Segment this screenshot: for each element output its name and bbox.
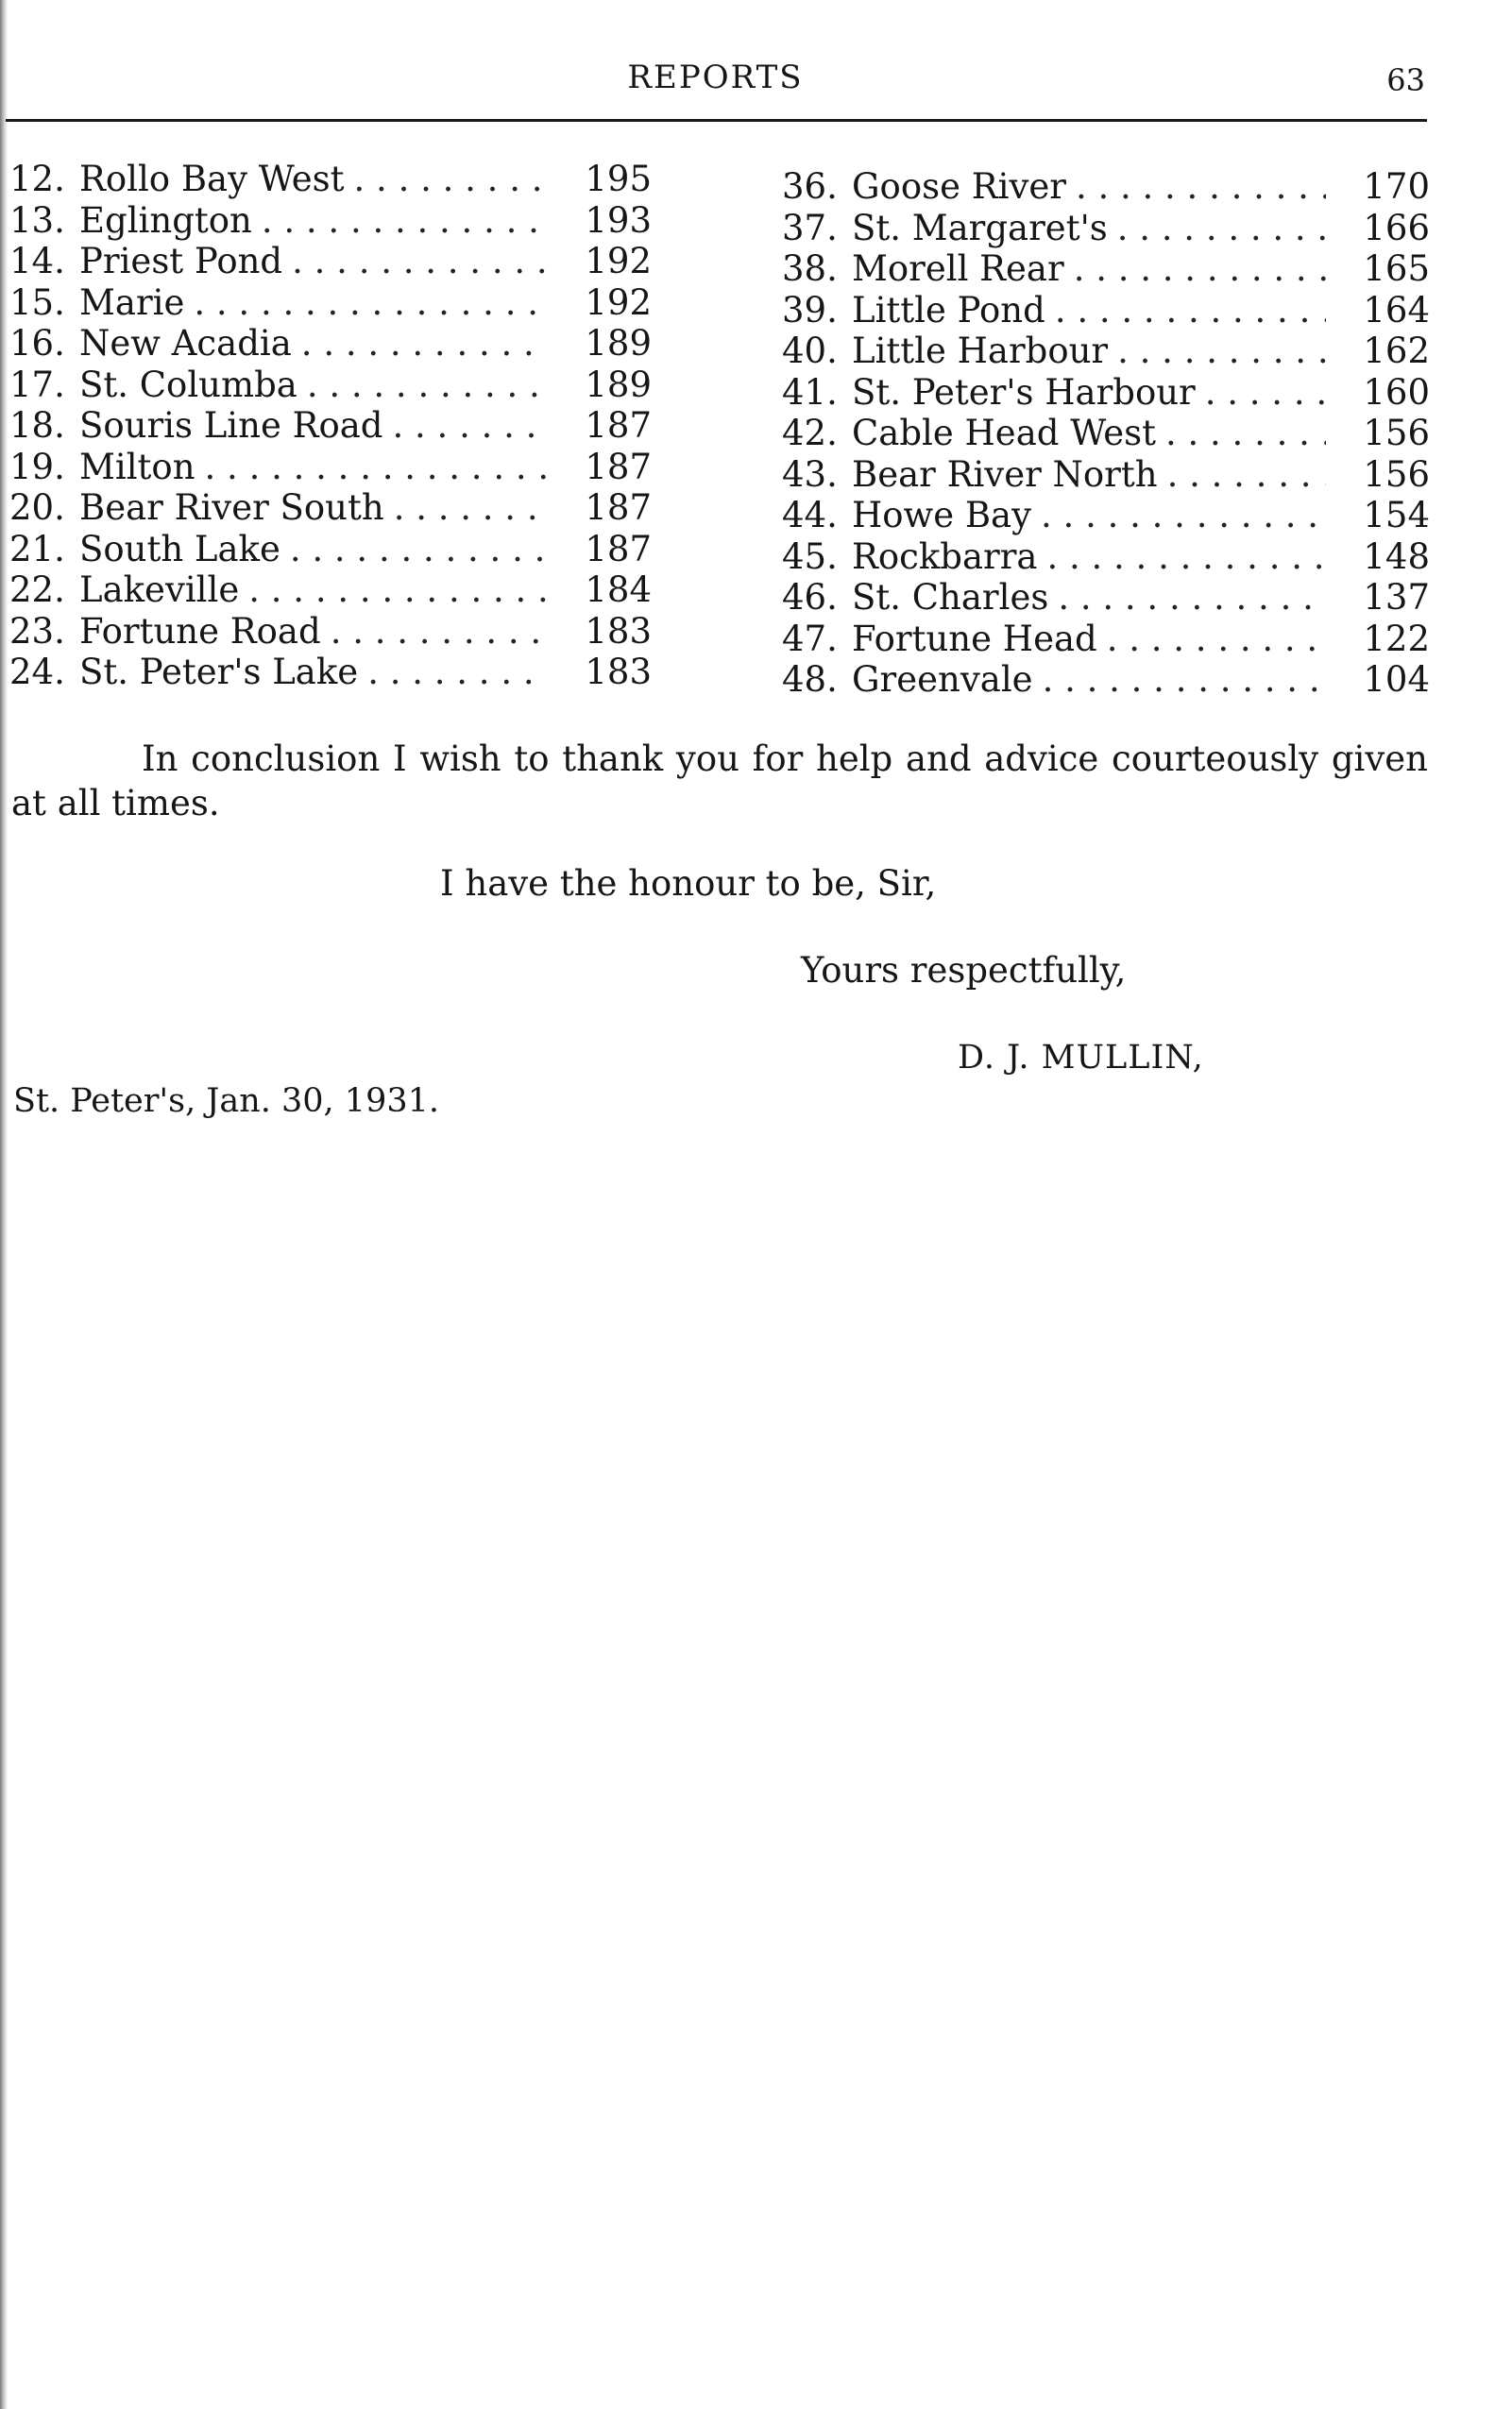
place-name: Rollo Bay West — [79, 159, 345, 199]
place-name: Little Pond — [852, 289, 1045, 331]
rank-number: 46. — [782, 577, 838, 618]
rank-number: 40. — [782, 331, 838, 371]
score-value: 162 — [1363, 331, 1430, 371]
score-value: 104 — [1363, 659, 1430, 700]
place-name: Fortune Road — [79, 610, 321, 652]
dot-leader — [393, 405, 549, 447]
dot-leader — [307, 365, 548, 406]
score-value: 192 — [585, 281, 652, 323]
table-row — [9, 652, 652, 693]
rank-number: 13. — [9, 199, 65, 241]
place-name: Bear River North — [852, 453, 1158, 495]
place-name: Milton — [79, 446, 195, 487]
place-name: Howe Bay — [852, 495, 1032, 535]
table-row — [9, 241, 652, 282]
place-name: Eglington — [79, 199, 252, 241]
standings-right-column — [782, 166, 1430, 701]
score-value: 170 — [1363, 166, 1430, 207]
dot-leader — [205, 447, 548, 488]
dot-leader — [1046, 536, 1326, 578]
score-value: 183 — [585, 610, 652, 652]
place-name: Morell Rear — [852, 248, 1064, 289]
dot-leader — [394, 487, 548, 529]
table-row — [782, 166, 1430, 208]
table-row — [782, 577, 1430, 619]
score-value: 189 — [585, 364, 652, 405]
score-value: 184 — [585, 569, 652, 610]
place-name: Goose River — [852, 166, 1066, 207]
conclusion-paragraph: In conclusion I wish to thank you for help and advice courteously given at all times. — [11, 738, 1428, 823]
table-row — [782, 454, 1430, 496]
dot-leader — [1165, 413, 1326, 454]
table-row — [9, 405, 652, 447]
rank-number: 44. — [782, 495, 838, 535]
standings-left-column — [9, 159, 652, 693]
rank-number: 41. — [782, 371, 838, 413]
table-row — [782, 619, 1430, 660]
place-name: Greenvale — [852, 659, 1033, 700]
dot-leader — [194, 282, 548, 324]
dot-leader — [331, 611, 548, 653]
signature-name: D. J. MULLIN, — [958, 1039, 1204, 1077]
dot-leader — [301, 323, 548, 365]
dot-leader — [1058, 577, 1326, 619]
dot-leader — [1041, 495, 1326, 536]
place-name: Marie — [79, 281, 185, 323]
score-value: 122 — [1363, 618, 1430, 659]
place-name: St. Charles — [852, 577, 1049, 618]
table-row — [9, 200, 652, 242]
rank-number: 36. — [782, 166, 838, 207]
rank-number: 37. — [782, 207, 838, 248]
score-value: 187 — [585, 446, 652, 487]
table-row — [782, 536, 1430, 578]
dot-leader — [367, 652, 548, 693]
table-row — [782, 290, 1430, 331]
rank-number: 22. — [9, 569, 65, 610]
place-name: Cable Head West — [852, 413, 1156, 453]
score-value: 148 — [1363, 535, 1430, 577]
place-name: Little Harbour — [852, 331, 1109, 371]
dot-leader — [1076, 166, 1326, 208]
table-row — [782, 495, 1430, 536]
dot-leader — [262, 200, 548, 242]
dot-leader — [290, 529, 548, 570]
running-header — [0, 59, 1431, 115]
place-name: Priest Pond — [79, 241, 283, 281]
rank-number: 14. — [9, 241, 65, 281]
dot-leader — [292, 241, 548, 282]
rank-number: 19. — [9, 446, 65, 487]
dot-leader — [354, 159, 548, 200]
score-value: 195 — [585, 159, 652, 199]
score-value: 154 — [1363, 495, 1430, 535]
rank-number: 45. — [782, 535, 838, 577]
score-value: 164 — [1363, 289, 1430, 331]
score-value: 193 — [585, 199, 652, 241]
place-name: Souris Line Road — [79, 405, 383, 446]
place-name: New Acadia — [79, 323, 292, 364]
table-row — [782, 413, 1430, 454]
closing-line: I have the honour to be, Sir, — [440, 863, 937, 904]
rank-number: 18. — [9, 405, 65, 446]
page-binding-edge — [0, 0, 8, 2409]
rank-number: 48. — [782, 659, 838, 700]
table-row — [9, 365, 652, 406]
score-value: 166 — [1363, 207, 1430, 248]
dot-leader — [1043, 659, 1326, 701]
score-value: 156 — [1363, 453, 1430, 495]
dot-leader — [1107, 619, 1326, 660]
score-value: 187 — [585, 528, 652, 569]
rank-number: 43. — [782, 453, 838, 495]
dot-leader — [248, 569, 548, 611]
dot-leader — [1055, 290, 1326, 331]
score-value: 165 — [1363, 248, 1430, 289]
place-name: St. Peter's Harbour — [852, 371, 1196, 413]
table-row — [782, 331, 1430, 372]
dot-leader — [1117, 331, 1326, 372]
score-value: 187 — [585, 487, 652, 528]
dot-leader — [1167, 454, 1326, 496]
header-rule — [6, 119, 1427, 122]
place-name: St. Margaret's — [852, 207, 1108, 248]
rank-number: 42. — [782, 413, 838, 453]
place-name: Bear River South — [79, 487, 384, 528]
table-row — [9, 487, 652, 529]
running-title: REPORTS — [627, 59, 804, 96]
rank-number: 38. — [782, 248, 838, 289]
rank-number: 16. — [9, 323, 65, 364]
rank-number: 24. — [9, 652, 65, 692]
place-name: South Lake — [79, 528, 280, 569]
table-row — [9, 282, 652, 324]
score-value: 192 — [585, 241, 652, 281]
page-number: 63 — [1386, 62, 1425, 98]
place-name: St. Columba — [79, 364, 297, 405]
dateline: St. Peter's, Jan. 30, 1931. — [13, 1082, 440, 1120]
table-row — [782, 659, 1430, 701]
dot-leader — [1074, 248, 1326, 290]
score-value: 156 — [1363, 413, 1430, 453]
table-row — [782, 372, 1430, 414]
place-name: Fortune Head — [852, 618, 1097, 659]
rank-number: 23. — [9, 610, 65, 652]
score-value: 183 — [585, 652, 652, 692]
place-name: St. Peter's Lake — [79, 652, 359, 692]
table-row — [782, 208, 1430, 249]
table-row — [9, 529, 652, 570]
place-name: Lakeville — [79, 569, 240, 610]
rank-number: 12. — [9, 159, 65, 199]
score-value: 187 — [585, 405, 652, 446]
rank-number: 47. — [782, 618, 838, 659]
dot-leader — [1205, 372, 1326, 414]
rank-number: 39. — [782, 289, 838, 331]
table-row — [9, 611, 652, 653]
dot-leader — [1117, 208, 1326, 249]
score-value: 160 — [1363, 371, 1430, 413]
table-row — [9, 159, 652, 200]
place-name: Rockbarra — [852, 535, 1038, 577]
rank-number: 15. — [9, 281, 65, 323]
rank-number: 17. — [9, 364, 65, 405]
valediction: Yours respectfully, — [801, 950, 1127, 991]
table-row — [9, 323, 652, 365]
table-row — [9, 569, 652, 611]
score-value: 189 — [585, 323, 652, 364]
score-value: 137 — [1363, 577, 1430, 618]
table-row — [782, 248, 1430, 290]
table-row — [9, 447, 652, 488]
rank-number: 20. — [9, 487, 65, 528]
rank-number: 21. — [9, 528, 65, 569]
